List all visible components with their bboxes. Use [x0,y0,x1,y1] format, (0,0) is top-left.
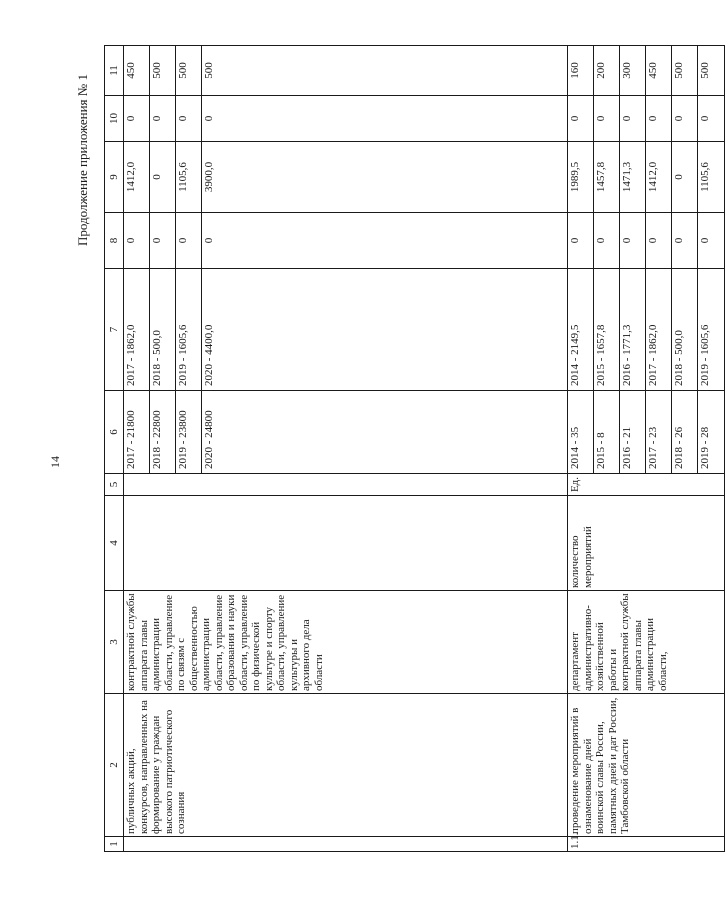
cell-c10: 0 [176,96,202,142]
cell-c9: 3900,0 [202,142,568,213]
cell-c7: 2017 - 1862,0 [646,269,672,391]
cell-c10: 0 [594,96,620,142]
cell-c6: 2014 - 35 [568,391,594,474]
cell-c9: 0 [150,142,176,213]
cell-c11: 500 [150,46,176,96]
header-cell: 1 [105,837,124,852]
cell-c6: 2015 - 8 [594,391,620,474]
header-cell: 5 [105,474,124,496]
cell-c8: 0 [698,213,725,269]
cell-c10: 0 [568,96,594,142]
cell-c10: 0 [620,96,646,142]
cell-c7: 2017 - 1862,0 [124,269,150,391]
cell-c11: 450 [124,46,150,96]
cell-c8: 0 [124,213,150,269]
cell-c7: 2019 - 1605,6 [176,269,202,391]
cell-c6: 2019 - 23800 [176,391,202,474]
program-table [104,45,725,852]
cell-c9: 1457,8 [594,142,620,213]
cell-c11: 160 [568,46,594,96]
cell-col5: Ед. [568,474,725,496]
cell-c6: 2020 - 24800 [202,391,568,474]
header-cell: 7 [105,269,124,391]
cell-c6: 2017 - 23 [646,391,672,474]
cell-col3: департамент административно-хозяйственной работы и контрактной службы аппарата главы администрации области, [568,591,725,694]
cell-c10: 0 [672,96,698,142]
cell-col4 [124,496,568,591]
header-cell: 8 [105,213,124,269]
cell-c9: 0 [672,142,698,213]
cell-c8: 0 [594,213,620,269]
cell-col5 [124,474,568,496]
cell-c7: 2019 - 1605,6 [698,269,725,391]
cell-c11: 200 [594,46,620,96]
cell-c6: 2018 - 22800 [150,391,176,474]
cell-c9: 1989,5 [568,142,594,213]
cell-c7: 2014 - 2149,5 [568,269,594,391]
cell-col1 [124,837,568,852]
cell-c8: 0 [646,213,672,269]
cell-c7: 2018 - 500,0 [672,269,698,391]
cell-c6: 2017 - 21800 [124,391,150,474]
cell-c9: 1105,6 [176,142,202,213]
cell-c7: 2016 - 1771,3 [620,269,646,391]
cell-c10: 0 [124,96,150,142]
cell-c10: 0 [202,96,568,142]
cell-c10: 0 [646,96,672,142]
cell-c7: 2015 - 1657,8 [594,269,620,391]
cell-col1: 1.1. [568,837,725,852]
cell-c10: 0 [150,96,176,142]
cell-c11: 500 [202,46,568,96]
cell-c11: 500 [176,46,202,96]
header-cell: 9 [105,142,124,213]
cell-c10: 0 [698,96,725,142]
cell-c8: 0 [672,213,698,269]
cell-c8: 0 [150,213,176,269]
cell-c11: 450 [646,46,672,96]
cell-c7: 2018 - 500,0 [150,269,176,391]
cell-c11: 300 [620,46,646,96]
header-cell: 3 [105,591,124,694]
header-cell: 6 [105,391,124,474]
rotated-table-container [104,46,711,852]
cell-col4: количество мероприятий [568,496,725,591]
cell-c7: 2020 - 4400,0 [202,269,568,391]
cell-col3: контрактной службы аппарата главы администрации области, управление по связям с общественностью администрации области, управление образования и науки области, управление по физической культуре и спорту области, управление культуры и архивного дела области [124,591,568,694]
cell-c8: 0 [176,213,202,269]
page-number: 14 [48,456,62,468]
header-row [105,46,124,852]
cell-c9: 1412,0 [646,142,672,213]
cell-c9: 1105,6 [698,142,725,213]
appendix-title: Продолжение приложения № 1 [75,74,90,246]
cell-c8: 0 [620,213,646,269]
header-cell: 2 [105,694,124,837]
header-cell: 4 [105,496,124,591]
cell-c6: 2019 - 28 [698,391,725,474]
cell-c6: 2018 - 26 [672,391,698,474]
cell-c9: 1412,0 [124,142,150,213]
cell-col2: публичных акций, конкурсов, направленных на формирование у граждан высокого патриотического сознания [124,694,568,837]
cell-c9: 1471,3 [620,142,646,213]
cell-c11: 500 [672,46,698,96]
header-cell: 11 [105,46,124,96]
header-cell: 10 [105,96,124,142]
table-row [124,46,150,852]
cell-c11: 500 [698,46,725,96]
cell-c8: 0 [568,213,594,269]
cell-col2: проведение мероприятий в ознаменование дней воинской славы России, памятных дней и дат России, Тамбовской области [568,694,725,837]
cell-c6: 2016 - 21 [620,391,646,474]
cell-c8: 0 [202,213,568,269]
table-row [568,46,594,852]
